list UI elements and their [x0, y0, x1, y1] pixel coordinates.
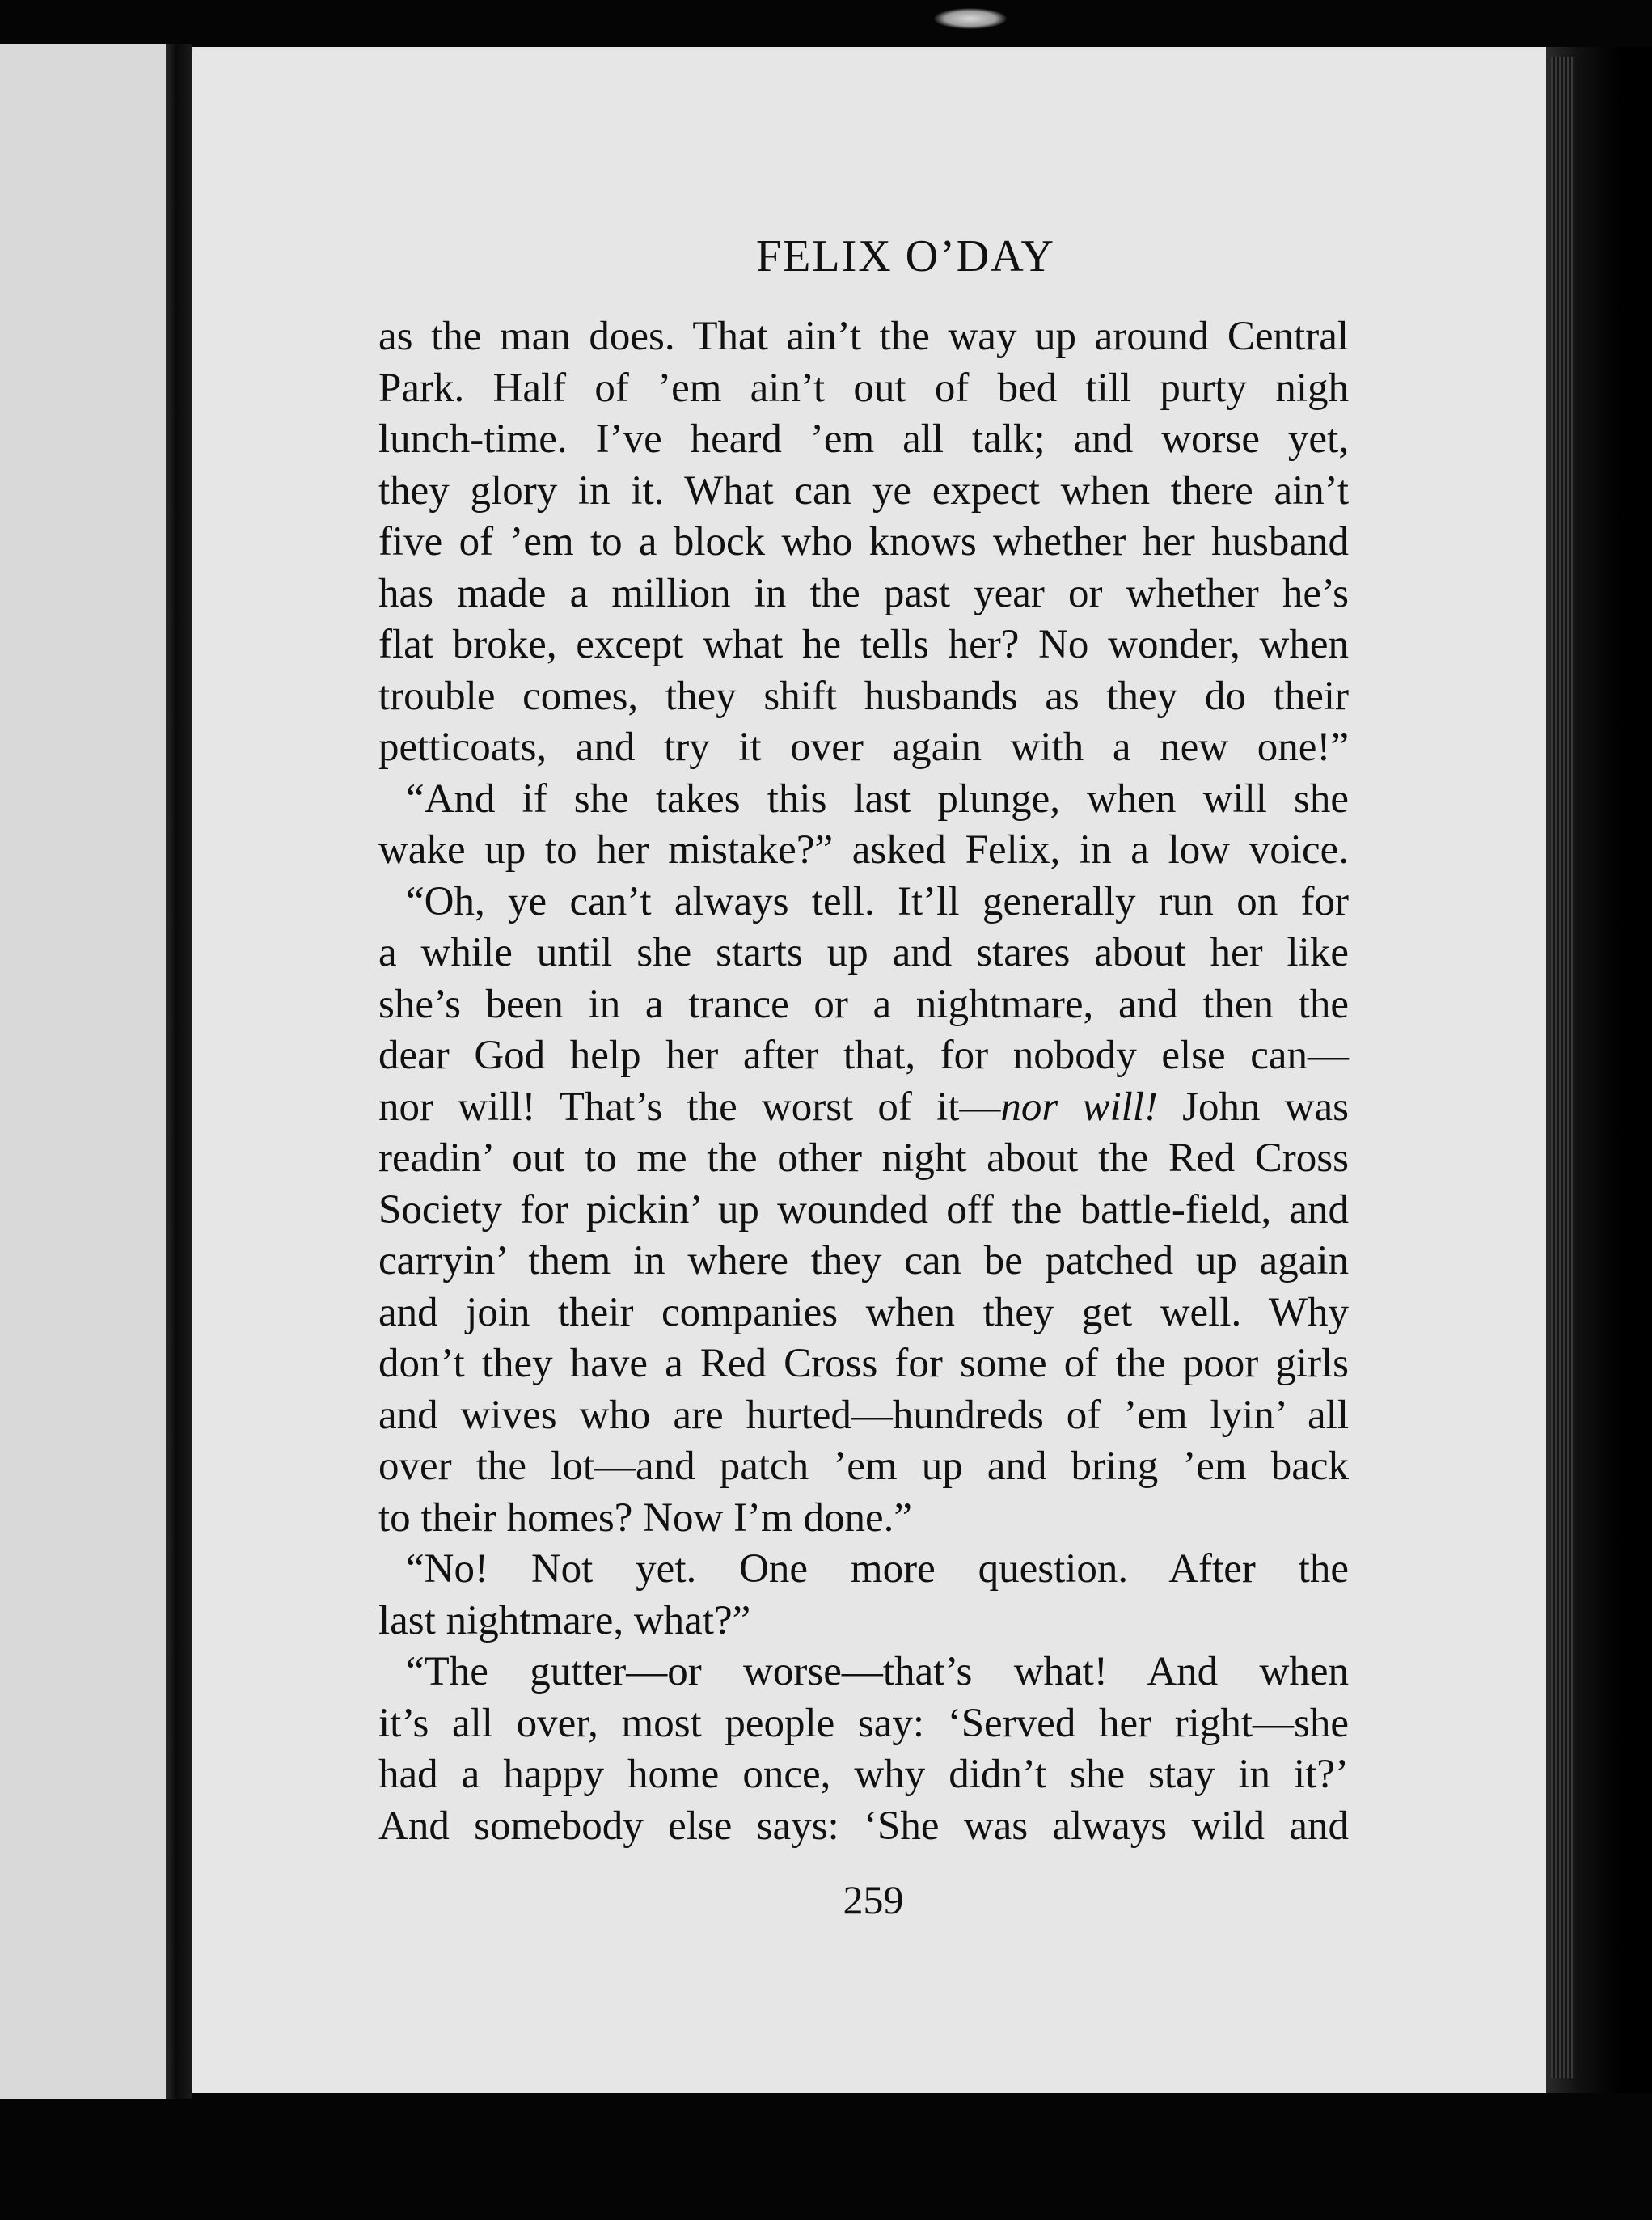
text-line: to their homes? Now I’m done.” [378, 1495, 912, 1541]
scanner-mark [934, 8, 1007, 29]
text-line: she’s been in a trance or a nightmare, and then the [378, 981, 1349, 1027]
text-line: “Oh, ye can’t always tell. It’ll generally run on for [406, 878, 1349, 924]
page-number: 259 [843, 1877, 904, 1922]
text-line: as the man does. That ain’t the way up around Central [378, 314, 1349, 359]
text-line: trouble comes, they shift husbands as they do their [378, 673, 1349, 719]
text-line: last nightmare, what?” [378, 1597, 751, 1643]
text-line: lunch-time. I’ve heard ’em all talk; and worse yet, [378, 417, 1349, 462]
text-line-with-italic [378, 1082, 1349, 1134]
text-line: Society for pickin’ up wounded off the battle-field, and [378, 1186, 1349, 1233]
text-line: five of ’em to a block who knows whether her husband [378, 519, 1349, 565]
running-header: FELIX O’DAY [756, 231, 1055, 281]
text-line: “And if she takes this last plunge, when will she [406, 776, 1349, 822]
text-line: flat broke, except what he tells her? No wonder, when [378, 622, 1349, 667]
text-line: And somebody else says: ‘She was always wild and [378, 1803, 1349, 1849]
text-line: “The gutter—or worse—that’s what! And when [406, 1649, 1349, 1694]
text-line: and wives who are hurted—hundreds of ’em lyin’ all [378, 1392, 1349, 1438]
text-line: over the lot—and patch ’em up and bring ’em back [378, 1444, 1349, 1489]
page-edge-texture [1551, 57, 1574, 2078]
italic-emphasis: nor will! [1000, 1084, 1158, 1130]
book-gutter [166, 44, 192, 2099]
text-line: they glory in it. What can ye expect when there ain’t [378, 467, 1349, 514]
facing-page-edge [0, 44, 166, 2099]
text-line: petticoats, and try it over again with a new one!” [378, 725, 1349, 770]
text-segment: nor will! That’s the worst of it— [378, 1084, 1001, 1130]
text-line: and join their companies when they get well. Why [378, 1289, 1349, 1335]
text-line: “No! Not yet. One more question. After the [406, 1546, 1349, 1592]
text-line: dear God help her after that, for nobody else can— [378, 1033, 1349, 1078]
text-line: has made a million in the past year or whether he’s [378, 570, 1349, 616]
text-segment: John was [1157, 1084, 1349, 1130]
text-line: don’t they have a Red Cross for some of the poor girls [378, 1341, 1349, 1386]
text-line: wake up to her mistake?” asked Felix, in a low voice. [378, 827, 1349, 873]
text-line: Park. Half of ’em ain’t out of bed till purty nigh [378, 365, 1349, 411]
text-line: carryin’ them in where they can be patched up again [378, 1238, 1349, 1283]
text-line: readin’ out to me the other night about the Red Cross [378, 1135, 1349, 1181]
text-line: it’s all over, most people say: ‘Served her right—she [378, 1700, 1349, 1746]
text-line: had a happy home once, why didn’t she stay in it?’ [378, 1752, 1349, 1797]
page-body-text [378, 311, 1349, 1852]
text-line: a while until she starts up and stares about her like [378, 930, 1349, 975]
